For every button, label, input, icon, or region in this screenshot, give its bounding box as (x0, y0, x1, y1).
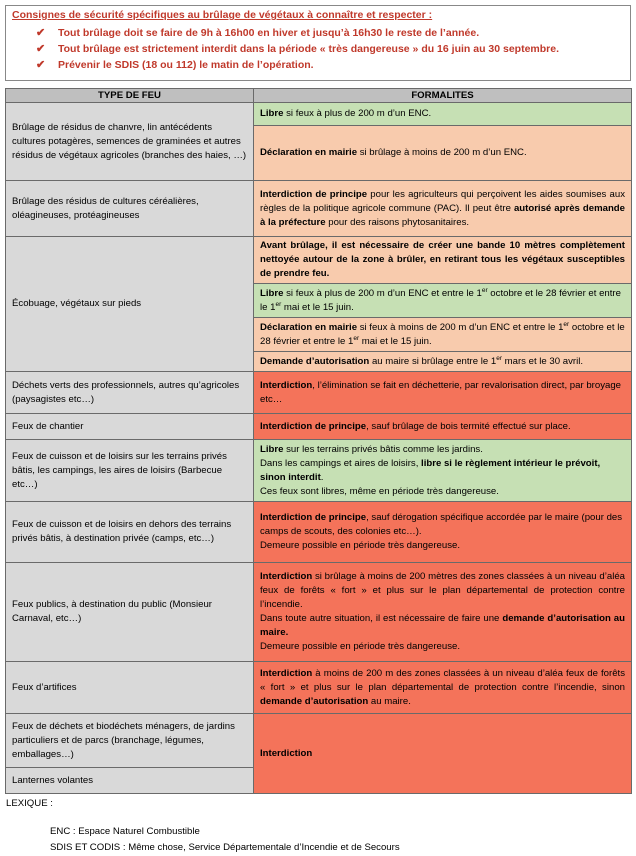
table-row (6, 103, 632, 126)
formalite-cell: Interdiction de principe pour les agriculteurs qui perçoivent les aides soumises aux règles de la politique agricole commune (PAC). Il peut être autorisé après demande à la préfecture pour des raisons phytosanitaires. (254, 181, 632, 237)
check-icon: ✔ (36, 59, 46, 71)
table-row (6, 414, 632, 440)
header-formalites: FORMALITES (254, 89, 632, 103)
type-cell: Déchets verts des professionnels, autres qu’agricoles (paysagistes etc…) (6, 372, 254, 414)
type-cell: Feux d’artifices (6, 662, 254, 714)
lexique-title: LEXIQUE : (6, 798, 53, 809)
table-row (6, 714, 632, 768)
lexique-sdis: SDIS ET CODIS : Même chose, Service Départementale d’Incendie et de Secours (50, 842, 400, 853)
consignes-list (12, 25, 624, 73)
formalite-cell: Interdiction, l’élimination se fait en déchetterie, par revalorisation direct, par broyage etc… (254, 372, 632, 414)
header-type: TYPE DE FEU (6, 89, 254, 103)
feux-table (5, 88, 632, 794)
formalite-cell: Interdiction de principe, sauf brûlage de bois termité effectué sur place. (254, 414, 632, 440)
table-row (6, 502, 632, 563)
type-cell: Feux publics, à destination du public (Monsieur Carnaval, etc…) (6, 563, 254, 662)
check-icon: ✔ (36, 27, 46, 39)
table-row (6, 181, 632, 237)
table-row (6, 237, 632, 284)
type-cell: Écobuage, végétaux sur pieds (6, 237, 254, 372)
formalite-cell: Déclaration en mairie si feux à moins de 200 m d’un ENC et entre le 1er octobre et le 28 février et entre le 1er mai et le 15 juin. (254, 318, 632, 352)
table-row (6, 372, 632, 414)
type-cell: Feux de chantier (6, 414, 254, 440)
lexique-enc: ENC : Espace Naturel Combustible (50, 826, 200, 837)
type-cell: Lanternes volantes (6, 768, 254, 794)
table-row (6, 662, 632, 714)
type-cell: Feux de cuisson et de loisirs sur les terrains privés bâtis, les campings, les aires de loisirs (Barbecue etc…) (6, 440, 254, 502)
consigne-item: ✔ Tout brûlage est strictement interdit dans la période « très dangereuse » du 16 juin au 30 septembre. (36, 43, 560, 55)
formalite-cell: Libre sur les terrains privés bâtis comme les jardins. Dans les campings et aires de loisirs, libre si le règlement intérieur le prévoit, sinon interdit. Ces feux sont libres, même en période très dangereuse. (254, 440, 632, 502)
consigne-item: ✔ Prévenir le SDIS (18 ou 112) le matin de l’opération. (36, 59, 314, 71)
formalite-cell: Interdiction à moins de 200 m des zones classées à un niveau d’aléa feux de forêts « fort » et plus sur le plan départemental de protection contre l’incendie, sinon demande d’autorisation au maire. (254, 662, 632, 714)
consignes-box (5, 5, 631, 81)
check-icon: ✔ (36, 43, 46, 55)
consigne-item: ✔ Tout brûlage doit se faire de 9h à 16h00 en hiver et jusqu’à 16h30 le reste de l’année. (36, 27, 480, 39)
type-cell: Feux de déchets et biodéchets ménagers, de jardins particuliers et de parcs (branchage, légumes, emballages…) (6, 714, 254, 768)
consignes-title: Consignes de sécurité spécifiques au brûlage de végétaux à connaître et respecter : (12, 9, 433, 21)
formalite-cell: Libre si feux à plus de 200 m d’un ENC. (254, 103, 632, 126)
formalite-cell: Avant brûlage, il est nécessaire de créer une bande 10 mètres complètement nettoyée autour de la zone à brûler, en retirant tous les végétaux susceptibles de prendre feu. (254, 237, 632, 284)
formalite-cell: Interdiction (254, 714, 632, 794)
formalite-cell: Interdiction si brûlage à moins de 200 mètres des zones classées à un niveau d’aléa feux de forêts « fort » et plus sur le plan départemental de protection contre l’incendie. Dans toute autre situation, il est nécessaire de faire une demande d’autorisation au maire. Demeure possible en période très dangereuse. (254, 563, 632, 662)
type-cell: Brûlage de résidus de chanvre, lin antécédents cultures potagères, semences de graminées et autres résidus de végétaux agricoles (branches des haies, …) (6, 103, 254, 181)
formalite-cell: Libre si feux à plus de 200 m d’un ENC et entre le 1er octobre et le 28 février et entre le 1er mai et le 15 juin. (254, 284, 632, 318)
formalite-cell: Demande d’autorisation au maire si brûlage entre le 1er mars et le 30 avril. (254, 352, 632, 372)
table-row (6, 563, 632, 662)
type-cell: Feux de cuisson et de loisirs en dehors des terrains privés bâtis, à destination privée (camps, etc…) (6, 502, 254, 563)
formalite-cell: Interdiction de principe, sauf dérogation spécifique accordée par le maire (pour des camps de scouts, des colonies etc…). Demeure possible en période très dangereuse. (254, 502, 632, 563)
table-row (6, 440, 632, 502)
type-cell: Brûlage des résidus de cultures céréalières, oléagineuses, protéagineuses (6, 181, 254, 237)
formalite-cell: Déclaration en mairie si brûlage à moins de 200 m d’un ENC. (254, 126, 632, 181)
table-header-row (6, 89, 632, 103)
